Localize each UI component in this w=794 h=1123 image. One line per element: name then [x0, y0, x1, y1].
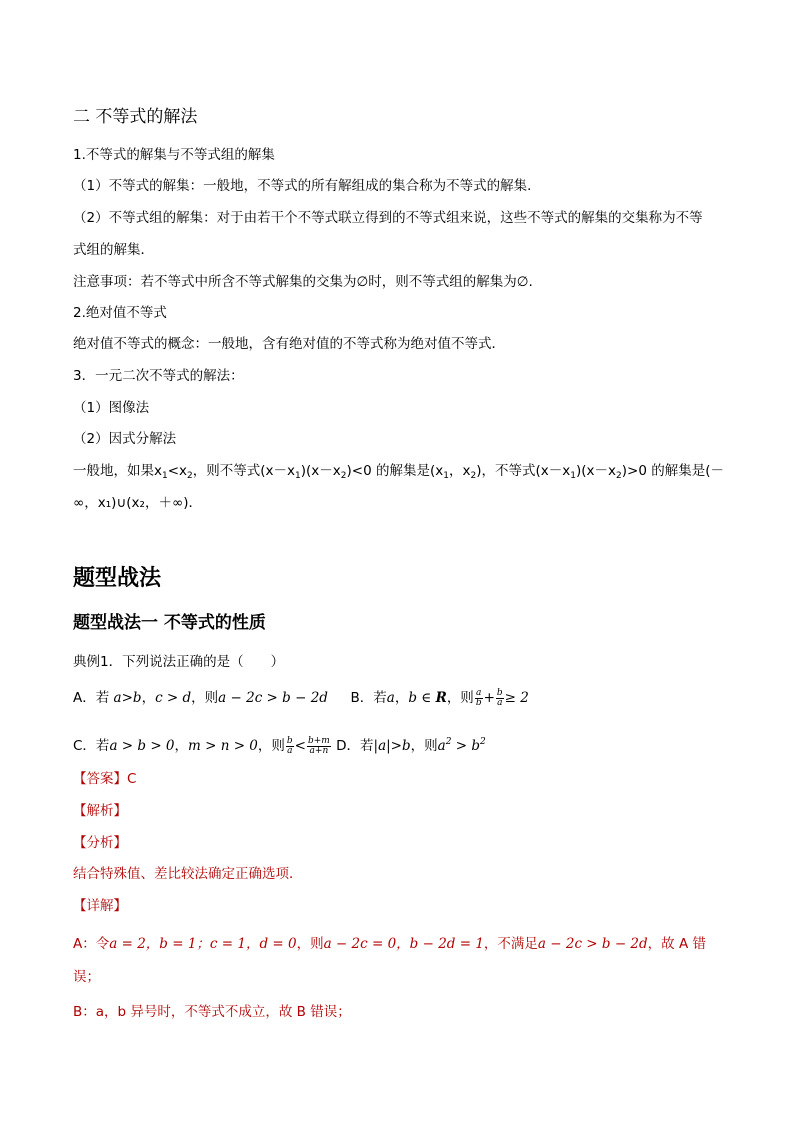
- detail-a-text-b: ，则: [296, 936, 324, 952]
- option-b-cond: a: [386, 690, 395, 706]
- option-b-cond2: b ∈ R: [408, 690, 447, 706]
- item3-paragraph-line2: ∞，x₁)∪(x₂，＋∞)．: [73, 495, 202, 511]
- item1-paragraph-1: （1）不等式的解集：一般地，不等式的所有解组成的集合称为不等式的解集．: [73, 178, 541, 194]
- option-a-cond: a>b: [113, 690, 142, 706]
- detail-a-line1: [73, 935, 706, 953]
- ineq-greater-formula: $(x-x_1)(x-x_2)>0$: [535, 463, 652, 481]
- tixing-title: 题型战法: [73, 566, 162, 591]
- option-b-mid: ，则: [446, 690, 474, 706]
- option-c-result: $\frac{b}{a}$ < $\frac{b+m}{a+n}$: [286, 736, 330, 756]
- item2-title: 2.绝对值不等式: [73, 305, 167, 321]
- item2-paragraph: 绝对值不等式的概念：一般地，含有绝对值的不等式称为绝对值不等式．: [73, 336, 505, 352]
- cond-formula: $x_1<x_2$: [154, 463, 193, 481]
- item1-paragraph-2b: 式组的解集．: [73, 242, 154, 258]
- detail-a-text-c: ，不满足: [483, 936, 538, 952]
- option-d-mid: ，则: [410, 738, 438, 754]
- option-a-cond2: c > d: [155, 690, 192, 706]
- example-stem: 典例1．下列说法正确的是（ ）: [73, 654, 285, 670]
- item1-paragraph-2a: （2）不等式组的解集：对于由若干个不等式联立得到的不等式组来说，这些不等式的解集的交集称为不等: [73, 210, 703, 226]
- option-a-prefix: A．若: [73, 690, 110, 706]
- detail-a-text-d: ，故 A 错: [647, 936, 706, 952]
- option-c-mid: ，则: [257, 738, 285, 754]
- item3-text-e: 的解集是(－: [651, 463, 724, 479]
- interval-formula: ($x_1$，$x_2$): [429, 463, 482, 481]
- item3-method-1: （1）图像法: [73, 400, 150, 416]
- section2-heading: 二 不等式的解法: [73, 107, 198, 127]
- detail-label: 【详解】: [73, 898, 127, 914]
- item3-text-d: ，不等式: [481, 463, 536, 479]
- detail-a-line2: 误；: [73, 969, 100, 985]
- detail-a-text-a: A：令: [73, 936, 110, 952]
- item3-text-b: ，则不等式: [192, 463, 261, 479]
- option-d-prefix: D．若: [336, 738, 374, 754]
- item3-title: 3．一元二次不等式的解法：: [73, 368, 244, 384]
- detail-a-ineq: a − 2c > b − 2d: [537, 936, 648, 952]
- option-a-tail: ，则: [191, 690, 219, 706]
- detail-a-values: a = 2，b = 1；c = 1，d = 0: [109, 936, 297, 952]
- analysis-label: 【解析】: [73, 803, 127, 819]
- note-paragraph: 注意事项：若不等式中所含不等式解集的交集为∅时，则不等式组的解集为∅.: [73, 274, 533, 290]
- option-d-cond: |a|>b: [373, 738, 411, 754]
- detail-a-calc: a − 2c = 0，b − 2d = 1: [323, 936, 484, 952]
- option-c-cond2: m > n > 0: [188, 738, 258, 754]
- option-b-result: $\frac{a}{b}$ + $\frac{b}{a}$ ≥ 2: [475, 688, 529, 708]
- fenxi-text: 结合特殊值、差比较法确定正确选项．: [73, 866, 303, 882]
- answer-label: 【答案】C: [73, 771, 137, 787]
- ineq-less-formula: $(x-x_1)(x-x_2)<0$: [260, 463, 376, 481]
- option-row-cd: C．若a > b > 0，m > n > 0，则 $\frac{b}{a}$ < $\frac{b+m}{a+n}$ D．若|a|>b，则$a^2 > b^2$: [73, 736, 486, 756]
- item1-title: 1.不等式的解集与不等式组的解集: [73, 147, 275, 163]
- option-a-result: a − 2c > b − 2d: [218, 690, 328, 706]
- option-b-prefix: B．若: [350, 690, 387, 706]
- item3-method-2: （2）因式分解法: [73, 431, 177, 447]
- option-c-cond: a > b > 0: [109, 738, 175, 754]
- item3-text-c: 的解集是: [375, 463, 430, 479]
- fenxi-label: 【分析】: [73, 835, 127, 851]
- detail-b-line: B：a，b 异号时，不等式不成立，故 B 错误；: [73, 1004, 351, 1020]
- item3-text-a: 一般地，如果: [73, 463, 154, 479]
- option-d-result: $a^2 > b^2$: [437, 737, 486, 754]
- option-row-ab: A．若 a>b，c > d，则a − 2c > b − 2d B．若a，b ∈ R，则 $\frac{a}{b}$ + $\frac{b}{a}$ ≥ 2: [73, 688, 529, 708]
- option-c-prefix: C．若: [73, 738, 110, 754]
- tixing-subtitle: 题型战法一 不等式的性质: [73, 613, 266, 633]
- item3-paragraph-line1: [73, 462, 724, 485]
